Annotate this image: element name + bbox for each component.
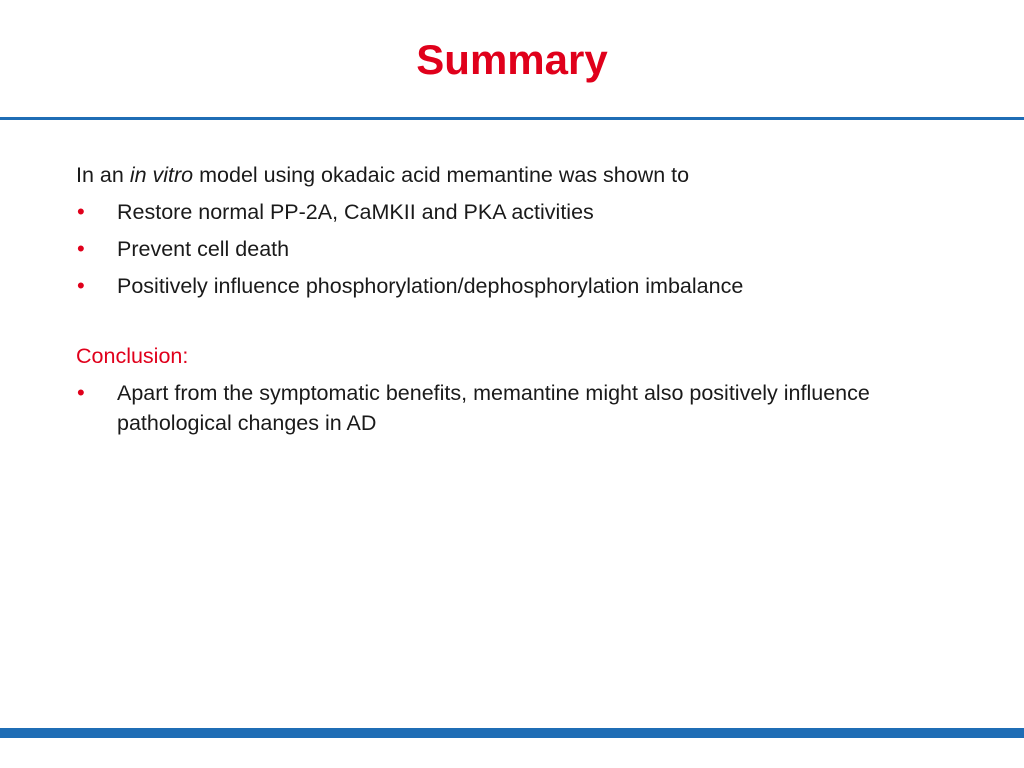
intro-sentence [76, 160, 956, 190]
list-item-text: Restore normal PP-2A, CaMKII and PKA activities [117, 200, 594, 224]
intro-italic: in vitro [129, 163, 194, 187]
footer-bar [0, 728, 1024, 738]
title-divider [0, 117, 1024, 120]
bullet-icon: • [77, 199, 85, 224]
slide-body [76, 160, 956, 438]
intro-prefix: In an [76, 163, 124, 187]
conclusion-list [76, 378, 956, 438]
bullet-icon: • [77, 236, 85, 261]
bullet-icon: • [77, 380, 85, 405]
slide-title: Summary [416, 36, 608, 83]
list-item [76, 197, 956, 227]
conclusion-heading: Conclusion: [76, 344, 189, 368]
list-item-text: Apart from the symptomatic benefits, memantine might also positively influence pathological changes in AD [117, 381, 870, 435]
findings-list [76, 197, 956, 301]
list-item-text: Prevent cell death [117, 237, 290, 261]
intro-suffix: model using okadaic acid memantine was shown to [199, 163, 690, 187]
bullet-icon: • [77, 273, 85, 298]
list-item-text: Positively influence phosphorylation/dephosphorylation imbalance [117, 274, 744, 298]
list-item [76, 378, 956, 438]
list-item [76, 271, 956, 301]
list-item [76, 234, 956, 264]
